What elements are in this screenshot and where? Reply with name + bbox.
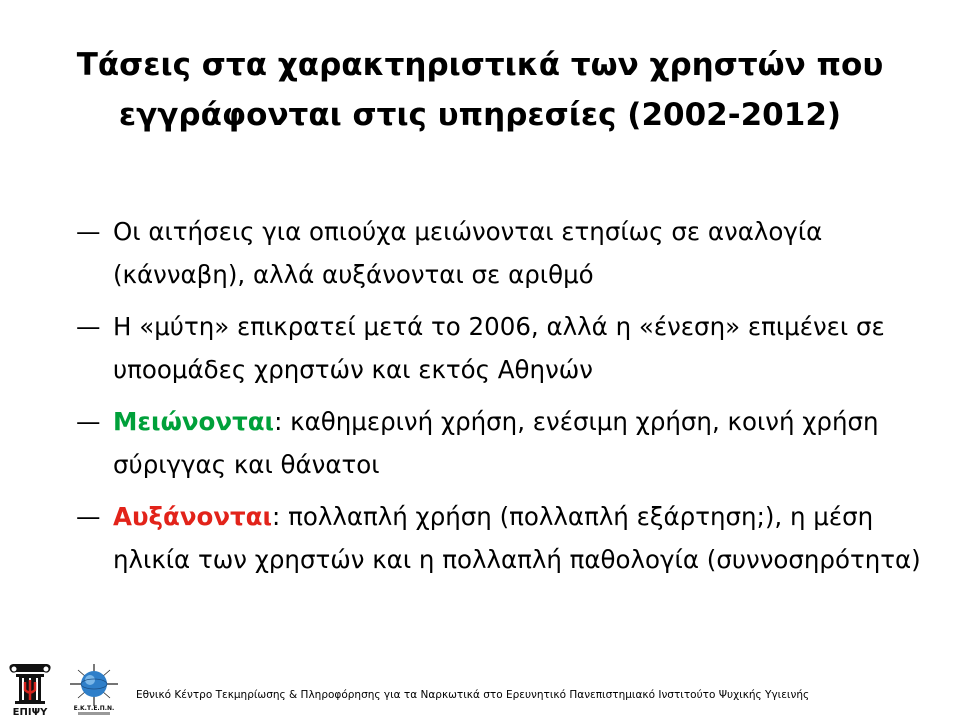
bullet-dash: — [76, 312, 101, 341]
bullet-text: Οι αιτήσεις για οπιούχα μειώνονται ετησίως σε αναλογία (κάνναβη), αλλά αυξάνονται σε αριθμό [113, 217, 823, 289]
ektepn-logo-caption: Ε.Κ.Τ.Ε.Π.Ν. [73, 705, 115, 712]
bullet-highlight-increase: Αυξάνονται [113, 502, 273, 531]
bullet-text: : καθημερινή χρήση, ενέσιμη χρήση, κοινή χρήση σύριγγας και θάνατοι [113, 407, 879, 479]
bullet-item-2 [76, 305, 936, 391]
title-line-2: εγγράφονται στις υπηρεσίες (2002-2012) [118, 97, 842, 133]
bullet-dash: — [76, 502, 101, 531]
ektepn-logo-icon [64, 662, 124, 718]
footer [0, 660, 960, 720]
epipsy-logo-caption: ΕΠΙΨΥ [12, 707, 48, 718]
bullet-highlight-decrease: Μειώνονται [113, 407, 275, 436]
bullet-text: Η «μύτη» επικρατεί μετά το 2006, αλλά η «ένεση» επιμένει σε υποομάδες χρηστών και εκτός Αθηνών [113, 312, 885, 384]
bullet-item-3 [76, 400, 936, 486]
bullet-item-1 [76, 210, 936, 296]
title-line-1: Τάσεις στα χαρακτηριστικά των χρηστών που [76, 47, 884, 83]
epipsy-logo-icon [4, 662, 56, 718]
slide-title [60, 40, 900, 140]
bullet-text: : πολλαπλή χρήση (πολλαπλή εξάρτηση;), η μέση ηλικία των χρηστών και η πολλαπλή παθολογία (συννοσηρότητα) [113, 502, 921, 574]
bullet-dash: — [76, 217, 101, 246]
bullet-item-4 [76, 495, 936, 581]
bullet-list [76, 210, 936, 590]
bullet-dash: — [76, 407, 101, 436]
footer-institution-text: Εθνικό Κέντρο Τεκμηρίωσης & Πληροφόρησης για τα Ναρκωτικά στο Ερευνητικό Πανεπιστημιακό Ινστιτούτο Ψυχικής Υγιεινής [136, 689, 810, 701]
